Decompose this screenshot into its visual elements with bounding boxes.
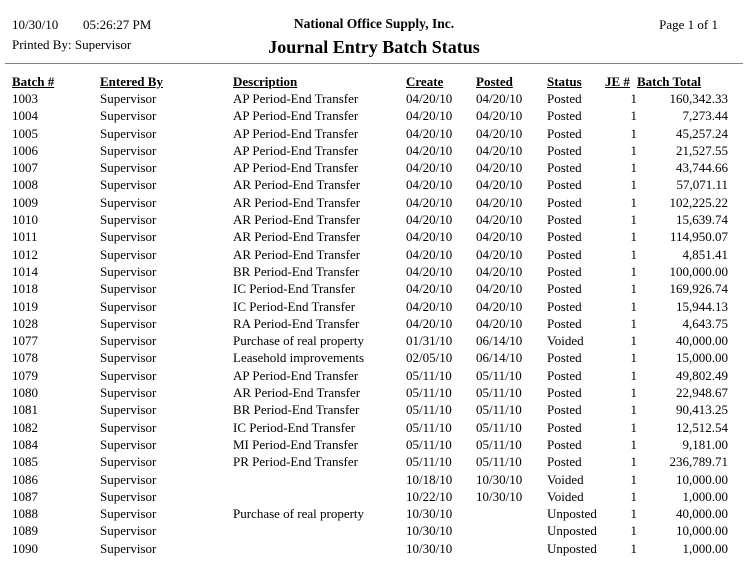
cell-create-date: 04/20/10 bbox=[406, 229, 453, 245]
cell-batch-number: 1008 bbox=[12, 177, 38, 193]
cell-description bbox=[233, 471, 406, 488]
cell-entered-by: Supervisor bbox=[100, 194, 157, 210]
cell-posted-date: 05/11/10 bbox=[476, 385, 522, 401]
cell-description: IC Period-End Transfer bbox=[233, 298, 356, 314]
cell-description: AR Period-End Transfer bbox=[233, 194, 361, 210]
printed-by: Printed By: Supervisor bbox=[12, 37, 132, 52]
cell-posted-date bbox=[476, 505, 547, 522]
cell-entered-by: Supervisor bbox=[100, 315, 157, 331]
cell-batch-number: 1007 bbox=[12, 160, 38, 176]
cell-description bbox=[233, 488, 406, 505]
cell-entered-by: Supervisor bbox=[100, 506, 157, 522]
cell-description: AR Period-End Transfer bbox=[233, 212, 361, 228]
column-header-posted: Posted bbox=[476, 74, 513, 89]
cell-batch-number: 1011 bbox=[12, 229, 38, 245]
cell-create-date: 05/11/10 bbox=[406, 367, 452, 383]
cell-batch-total: 15,944.13 bbox=[676, 298, 728, 314]
cell-batch-number: 1019 bbox=[12, 298, 38, 314]
cell-description: AR Period-End Transfer bbox=[233, 246, 361, 262]
cell-entered-by: Supervisor bbox=[100, 142, 157, 158]
cell-batch-number: 1077 bbox=[12, 333, 38, 349]
cell-je-number: 1 bbox=[630, 177, 637, 193]
cell-status: Posted bbox=[547, 91, 582, 106]
column-header-create: Create bbox=[406, 74, 444, 89]
batch-status-table bbox=[12, 70, 728, 557]
table-row bbox=[12, 246, 728, 263]
cell-batch-total: 1,000.00 bbox=[682, 540, 728, 556]
table-row bbox=[12, 159, 728, 176]
cell-batch-total: 45,257.24 bbox=[676, 125, 728, 141]
cell-description: PR Period-End Transfer bbox=[233, 454, 358, 470]
cell-je-number: 1 bbox=[630, 263, 637, 279]
cell-create-date: 04/20/10 bbox=[406, 298, 453, 314]
cell-je-number: 1 bbox=[630, 506, 637, 522]
cell-posted-date bbox=[476, 522, 547, 539]
cell-posted-date: 05/11/10 bbox=[476, 402, 522, 418]
cell-posted-date: 10/30/10 bbox=[476, 488, 523, 504]
cell-entered-by: Supervisor bbox=[100, 454, 157, 470]
cell-description: Purchase of real property bbox=[233, 333, 365, 349]
cell-status: Posted bbox=[547, 263, 582, 279]
cell-je-number: 1 bbox=[630, 333, 637, 349]
cell-create-date: 05/11/10 bbox=[406, 385, 452, 401]
cell-batch-number: 1085 bbox=[12, 454, 38, 470]
cell-entered-by: Supervisor bbox=[100, 263, 157, 279]
cell-status: Voided bbox=[547, 333, 584, 349]
cell-batch-total: 10,000.00 bbox=[676, 523, 728, 539]
cell-je-number: 1 bbox=[630, 454, 637, 470]
cell-posted-date: 06/14/10 bbox=[476, 350, 523, 366]
cell-entered-by: Supervisor bbox=[100, 246, 157, 262]
cell-je-number: 1 bbox=[630, 523, 637, 539]
cell-batch-number: 1018 bbox=[12, 281, 38, 297]
cell-batch-total: 49,802.49 bbox=[676, 367, 728, 383]
cell-je-number: 1 bbox=[630, 246, 637, 262]
cell-je-number: 1 bbox=[630, 488, 637, 504]
table-row bbox=[12, 488, 728, 505]
cell-status: Posted bbox=[547, 402, 582, 418]
cell-description: MI Period-End Transfer bbox=[233, 436, 358, 452]
cell-description: AR Period-End Transfer bbox=[233, 229, 361, 245]
cell-description: IC Period-End Transfer bbox=[233, 419, 356, 435]
page-number: Page 1 of 1 bbox=[659, 17, 718, 32]
cell-batch-total: 15,639.74 bbox=[676, 212, 728, 228]
cell-batch-total: 4,643.75 bbox=[682, 315, 728, 331]
cell-je-number: 1 bbox=[630, 229, 637, 245]
cell-batch-number: 1080 bbox=[12, 385, 38, 401]
cell-batch-total: 43,744.66 bbox=[676, 160, 728, 176]
table-row bbox=[12, 332, 728, 349]
table-row bbox=[12, 522, 728, 539]
cell-status: Posted bbox=[547, 315, 582, 331]
cell-status: Posted bbox=[547, 385, 582, 401]
cell-status: Posted bbox=[547, 350, 582, 366]
table-row bbox=[12, 367, 728, 384]
cell-posted-date: 04/20/10 bbox=[476, 298, 523, 314]
cell-entered-by: Supervisor bbox=[100, 350, 157, 366]
table-row bbox=[12, 419, 728, 436]
cell-create-date: 02/05/10 bbox=[406, 350, 453, 366]
cell-batch-total: 57,071.11 bbox=[676, 177, 728, 193]
cell-posted-date: 05/11/10 bbox=[476, 454, 522, 470]
table-row bbox=[12, 505, 728, 522]
cell-create-date: 10/18/10 bbox=[406, 471, 453, 487]
table-header-row bbox=[12, 70, 728, 90]
cell-posted-date: 04/20/10 bbox=[476, 125, 523, 141]
cell-je-number: 1 bbox=[630, 298, 637, 314]
cell-entered-by: Supervisor bbox=[100, 523, 157, 539]
cell-create-date: 10/22/10 bbox=[406, 488, 453, 504]
cell-je-number: 1 bbox=[630, 91, 637, 106]
cell-batch-number: 1003 bbox=[12, 91, 38, 106]
cell-batch-total: 40,000.00 bbox=[676, 333, 728, 349]
cell-entered-by: Supervisor bbox=[100, 436, 157, 452]
cell-status: Posted bbox=[547, 194, 582, 210]
cell-posted-date: 04/20/10 bbox=[476, 91, 523, 106]
table-row bbox=[12, 384, 728, 401]
cell-je-number: 1 bbox=[630, 142, 637, 158]
cell-batch-number: 1006 bbox=[12, 142, 38, 158]
cell-status: Posted bbox=[547, 419, 582, 435]
cell-posted-date: 04/20/10 bbox=[476, 315, 523, 331]
cell-create-date: 10/30/10 bbox=[406, 523, 453, 539]
cell-batch-total: 114,950.07 bbox=[669, 229, 728, 245]
cell-description: BR Period-End Transfer bbox=[233, 263, 360, 279]
cell-create-date: 04/20/10 bbox=[406, 177, 453, 193]
cell-batch-number: 1004 bbox=[12, 108, 38, 124]
cell-status: Unposted bbox=[547, 540, 597, 556]
table-row bbox=[12, 436, 728, 453]
cell-entered-by: Supervisor bbox=[100, 471, 157, 487]
cell-posted-date: 04/20/10 bbox=[476, 263, 523, 279]
cell-posted-date: 05/11/10 bbox=[476, 419, 522, 435]
cell-entered-by: Supervisor bbox=[100, 281, 157, 297]
cell-posted-date: 04/20/10 bbox=[476, 160, 523, 176]
cell-entered-by: Supervisor bbox=[100, 333, 157, 349]
cell-create-date: 04/20/10 bbox=[406, 246, 453, 262]
table-row bbox=[12, 90, 728, 107]
cell-je-number: 1 bbox=[630, 194, 637, 210]
cell-batch-total: 21,527.55 bbox=[676, 142, 728, 158]
cell-je-number: 1 bbox=[630, 212, 637, 228]
print-date: 10/30/10 bbox=[12, 17, 59, 32]
cell-description: Purchase of real property bbox=[233, 506, 365, 522]
cell-batch-total: 4,851.41 bbox=[682, 246, 728, 262]
table-row bbox=[12, 540, 728, 557]
cell-je-number: 1 bbox=[630, 385, 637, 401]
table-row bbox=[12, 315, 728, 332]
cell-je-number: 1 bbox=[630, 315, 637, 331]
cell-entered-by: Supervisor bbox=[100, 125, 157, 141]
cell-posted-date: 04/20/10 bbox=[476, 212, 523, 228]
cell-create-date: 10/30/10 bbox=[406, 540, 453, 556]
cell-create-date: 01/31/10 bbox=[406, 333, 453, 349]
cell-posted-date: 04/20/10 bbox=[476, 177, 523, 193]
cell-description: AR Period-End Transfer bbox=[233, 177, 361, 193]
cell-batch-number: 1088 bbox=[12, 506, 38, 522]
cell-create-date: 04/20/10 bbox=[406, 315, 453, 331]
cell-description: AP Period-End Transfer bbox=[233, 125, 359, 141]
cell-entered-by: Supervisor bbox=[100, 419, 157, 435]
cell-batch-number: 1082 bbox=[12, 419, 38, 435]
cell-je-number: 1 bbox=[630, 540, 637, 556]
cell-status: Posted bbox=[547, 108, 582, 124]
cell-batch-number: 1078 bbox=[12, 350, 38, 366]
cell-status: Posted bbox=[547, 454, 582, 470]
cell-batch-number: 1079 bbox=[12, 367, 38, 383]
cell-status: Posted bbox=[547, 125, 582, 141]
cell-batch-total: 1,000.00 bbox=[682, 488, 728, 504]
cell-create-date: 05/11/10 bbox=[406, 419, 452, 435]
cell-posted-date: 10/30/10 bbox=[476, 471, 523, 487]
cell-batch-number: 1005 bbox=[12, 125, 38, 141]
table-row bbox=[12, 453, 728, 470]
cell-posted-date bbox=[476, 540, 547, 557]
cell-status: Voided bbox=[547, 471, 584, 487]
cell-batch-number: 1089 bbox=[12, 523, 38, 539]
cell-create-date: 05/11/10 bbox=[406, 436, 452, 452]
cell-posted-date: 04/20/10 bbox=[476, 194, 523, 210]
cell-je-number: 1 bbox=[630, 402, 637, 418]
cell-status: Posted bbox=[547, 229, 582, 245]
cell-posted-date: 04/20/10 bbox=[476, 246, 523, 262]
cell-batch-total: 100,000.00 bbox=[669, 263, 728, 279]
cell-entered-by: Supervisor bbox=[100, 177, 157, 193]
cell-status: Posted bbox=[547, 367, 582, 383]
cell-batch-total: 15,000.00 bbox=[676, 350, 728, 366]
cell-create-date: 04/20/10 bbox=[406, 281, 453, 297]
cell-posted-date: 04/20/10 bbox=[476, 281, 523, 297]
cell-create-date: 05/11/10 bbox=[406, 454, 452, 470]
cell-create-date: 04/20/10 bbox=[406, 108, 453, 124]
cell-batch-number: 1090 bbox=[12, 540, 38, 556]
column-header-batch: Batch # bbox=[12, 74, 55, 89]
cell-je-number: 1 bbox=[630, 471, 637, 487]
cell-status: Unposted bbox=[547, 523, 597, 539]
cell-batch-total: 10,000.00 bbox=[676, 471, 728, 487]
cell-entered-by: Supervisor bbox=[100, 160, 157, 176]
company-name: National Office Supply, Inc. bbox=[293, 16, 455, 31]
table-row bbox=[12, 401, 728, 418]
cell-batch-total: 40,000.00 bbox=[676, 506, 728, 522]
cell-je-number: 1 bbox=[630, 125, 637, 141]
cell-status: Posted bbox=[547, 281, 582, 297]
table-row bbox=[12, 349, 728, 366]
cell-create-date: 04/20/10 bbox=[406, 263, 453, 279]
table-row bbox=[12, 125, 728, 142]
cell-entered-by: Supervisor bbox=[100, 108, 157, 124]
table-row bbox=[12, 194, 728, 211]
cell-posted-date: 04/20/10 bbox=[476, 142, 523, 158]
cell-description: Leasehold improvements bbox=[233, 350, 365, 366]
cell-entered-by: Supervisor bbox=[100, 540, 157, 556]
cell-je-number: 1 bbox=[630, 350, 637, 366]
cell-entered-by: Supervisor bbox=[100, 229, 157, 245]
cell-batch-number: 1086 bbox=[12, 471, 38, 487]
table-row bbox=[12, 263, 728, 280]
cell-batch-number: 1084 bbox=[12, 436, 38, 452]
cell-je-number: 1 bbox=[630, 160, 637, 176]
cell-status: Posted bbox=[547, 177, 582, 193]
cell-status: Posted bbox=[547, 212, 582, 228]
cell-je-number: 1 bbox=[630, 367, 637, 383]
cell-entered-by: Supervisor bbox=[100, 385, 157, 401]
cell-batch-total: 12,512.54 bbox=[676, 419, 728, 435]
table-row bbox=[12, 280, 728, 297]
cell-batch-number: 1009 bbox=[12, 194, 38, 210]
cell-entered-by: Supervisor bbox=[100, 367, 157, 383]
cell-description: BR Period-End Transfer bbox=[233, 402, 360, 418]
cell-batch-total: 90,413.25 bbox=[676, 402, 728, 418]
report-title: Journal Entry Batch Status bbox=[268, 37, 480, 57]
table-row bbox=[12, 107, 728, 124]
table-row bbox=[12, 471, 728, 488]
cell-create-date: 10/30/10 bbox=[406, 506, 453, 522]
cell-description bbox=[233, 540, 406, 557]
cell-status: Posted bbox=[547, 160, 582, 176]
column-header-entered-by: Entered By bbox=[100, 74, 163, 89]
cell-entered-by: Supervisor bbox=[100, 488, 157, 504]
table-row bbox=[12, 176, 728, 193]
table-row bbox=[12, 142, 728, 159]
cell-description: RA Period-End Transfer bbox=[233, 315, 360, 331]
cell-status: Posted bbox=[547, 246, 582, 262]
cell-je-number: 1 bbox=[630, 281, 637, 297]
cell-batch-number: 1087 bbox=[12, 488, 38, 504]
cell-posted-date: 05/11/10 bbox=[476, 436, 522, 452]
table-row bbox=[12, 211, 728, 228]
header-divider bbox=[5, 63, 743, 64]
cell-entered-by: Supervisor bbox=[100, 402, 157, 418]
cell-batch-number: 1028 bbox=[12, 315, 38, 331]
table-row bbox=[12, 228, 728, 245]
cell-posted-date: 06/14/10 bbox=[476, 333, 523, 349]
print-time: 05:26:27 PM bbox=[83, 17, 152, 32]
cell-posted-date: 04/20/10 bbox=[476, 108, 523, 124]
cell-create-date: 04/20/10 bbox=[406, 142, 453, 158]
cell-description: AP Period-End Transfer bbox=[233, 142, 359, 158]
cell-je-number: 1 bbox=[630, 108, 637, 124]
table-body bbox=[12, 90, 728, 557]
cell-description: AP Period-End Transfer bbox=[233, 367, 359, 383]
cell-entered-by: Supervisor bbox=[100, 91, 157, 106]
cell-batch-total: 22,948.67 bbox=[676, 385, 728, 401]
cell-entered-by: Supervisor bbox=[100, 212, 157, 228]
cell-posted-date: 04/20/10 bbox=[476, 229, 523, 245]
cell-create-date: 04/20/10 bbox=[406, 125, 453, 141]
cell-batch-number: 1014 bbox=[12, 263, 38, 279]
cell-status: Voided bbox=[547, 488, 584, 504]
cell-create-date: 04/20/10 bbox=[406, 212, 453, 228]
cell-batch-total: 9,181.00 bbox=[682, 436, 728, 452]
cell-batch-total: 169,926.74 bbox=[669, 281, 728, 297]
column-header-description: Description bbox=[233, 74, 298, 89]
cell-entered-by: Supervisor bbox=[100, 298, 157, 314]
cell-batch-total: 102,225.22 bbox=[669, 194, 728, 210]
column-header-batch-total: Batch Total bbox=[637, 74, 701, 89]
cell-create-date: 04/20/10 bbox=[406, 194, 453, 210]
cell-create-date: 04/20/10 bbox=[406, 91, 453, 106]
cell-batch-number: 1012 bbox=[12, 246, 38, 262]
cell-je-number: 1 bbox=[630, 436, 637, 452]
column-header-je: JE # bbox=[605, 74, 630, 89]
cell-posted-date: 05/11/10 bbox=[476, 367, 522, 383]
cell-description: AP Period-End Transfer bbox=[233, 108, 359, 124]
cell-description: AP Period-End Transfer bbox=[233, 91, 359, 106]
cell-description bbox=[233, 522, 406, 539]
column-header-status: Status bbox=[547, 74, 582, 89]
cell-batch-total: 160,342.33 bbox=[669, 91, 728, 106]
cell-create-date: 05/11/10 bbox=[406, 402, 452, 418]
cell-description: AR Period-End Transfer bbox=[233, 385, 361, 401]
cell-status: Posted bbox=[547, 436, 582, 452]
cell-status: Unposted bbox=[547, 506, 597, 522]
cell-je-number: 1 bbox=[630, 419, 637, 435]
cell-batch-number: 1081 bbox=[12, 402, 38, 418]
cell-batch-total: 7,273.44 bbox=[682, 108, 728, 124]
cell-batch-number: 1010 bbox=[12, 212, 38, 228]
cell-create-date: 04/20/10 bbox=[406, 160, 453, 176]
table-row bbox=[12, 298, 728, 315]
cell-description: AP Period-End Transfer bbox=[233, 160, 359, 176]
cell-status: Posted bbox=[547, 298, 582, 314]
cell-status: Posted bbox=[547, 142, 582, 158]
cell-description: IC Period-End Transfer bbox=[233, 281, 356, 297]
cell-batch-total: 236,789.71 bbox=[669, 454, 728, 470]
